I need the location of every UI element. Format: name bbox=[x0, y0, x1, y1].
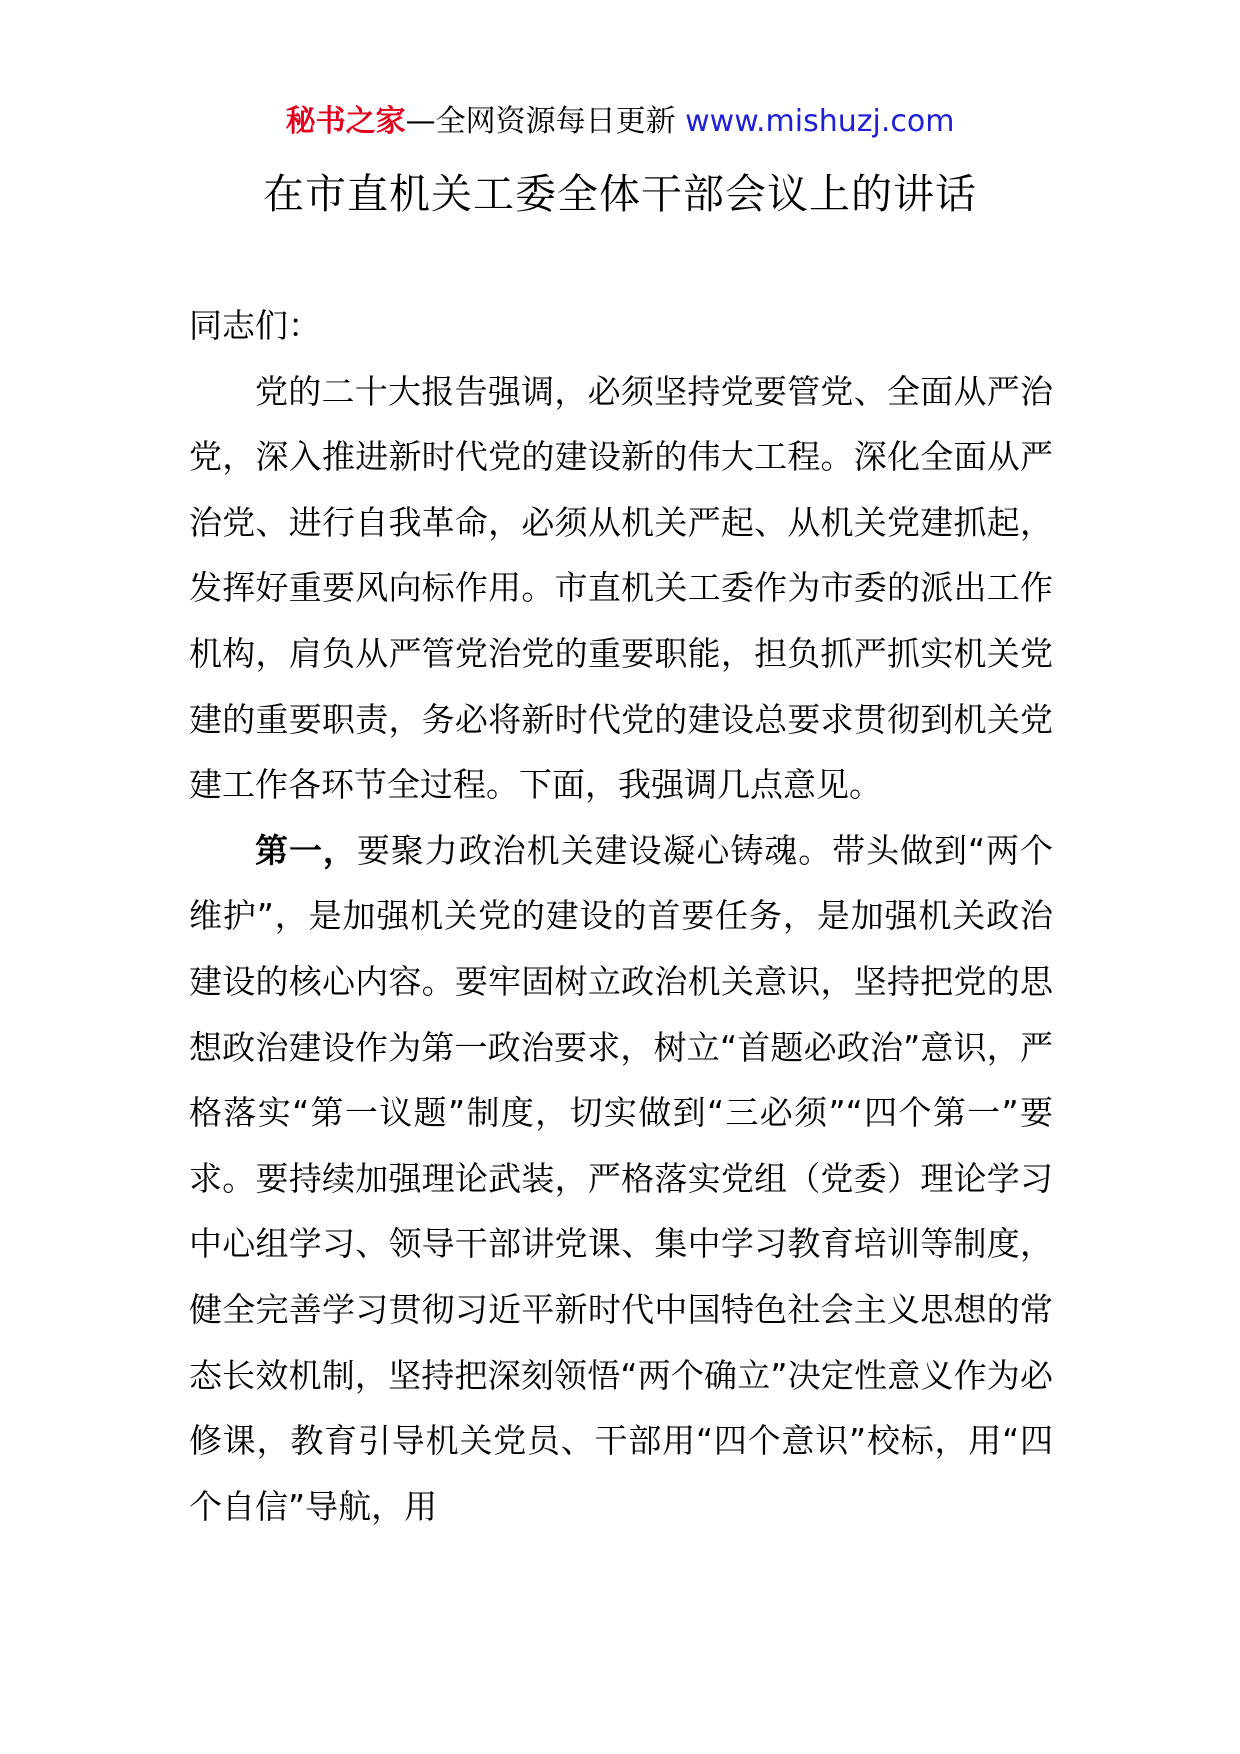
brand-name: 秘书之家 bbox=[285, 104, 406, 139]
site-header bbox=[0, 100, 1240, 144]
paragraph-first-point-lead: 第一， bbox=[255, 830, 357, 870]
salutation: 同志们： bbox=[189, 306, 321, 345]
paragraph-intro bbox=[189, 359, 1053, 818]
paragraph-intro-text: 党的二十大报告强调，必须坚持党要管党、全面从严治党，深入推进新时代党的建设新的伟大工程。深化全面从严治党、进行自我革命，必须从机关严起、从机关党建抓起，发挥好重要风向标作用。市直机关工委作为市委的派出工作机构，肩负从严管党治党的重要职能，担负抓严抓实机关党建的重要职责，务必将新时代党的建设总要求贯彻到机关党建工作各环节全过程。下面，我强调几点意见。 bbox=[189, 371, 1053, 805]
document-title: 在市直机关工委全体干部会议上的讲话 bbox=[263, 170, 977, 218]
paragraph-first-point bbox=[189, 818, 1053, 1540]
paragraph-first-point-text: 要聚力政治机关建设凝心铸魂。带头做到“两个维护”，是加强机关党的建设的首要任务，是加强机关政治建设的核心内容。要牢固树立政治机关意识，坚持把党的思想政治建设作为第一政治要求，树立“首题必政治”意识，严格落实“第一议题”制度，切实做到“三必须”“四个第一”要求。要持续加强理论武装，严格落实党组（党委）理论学习中心组学习、领导干部讲党课、集中学习教育培训等制度，健全完善学习贯彻习近平新时代中国特色社会主义思想的常态长效机制，坚持把深刻领悟“两个确立”决定性意义作为必修课，教育引导机关党员、干部用“四个意识”校标，用“四个自信”导航，用 bbox=[189, 830, 1053, 1526]
site-url-link[interactable]: www.mishuzj.com bbox=[685, 104, 955, 139]
document-body bbox=[189, 293, 1053, 1539]
site-slogan: —全网资源每日更新 bbox=[405, 104, 686, 139]
